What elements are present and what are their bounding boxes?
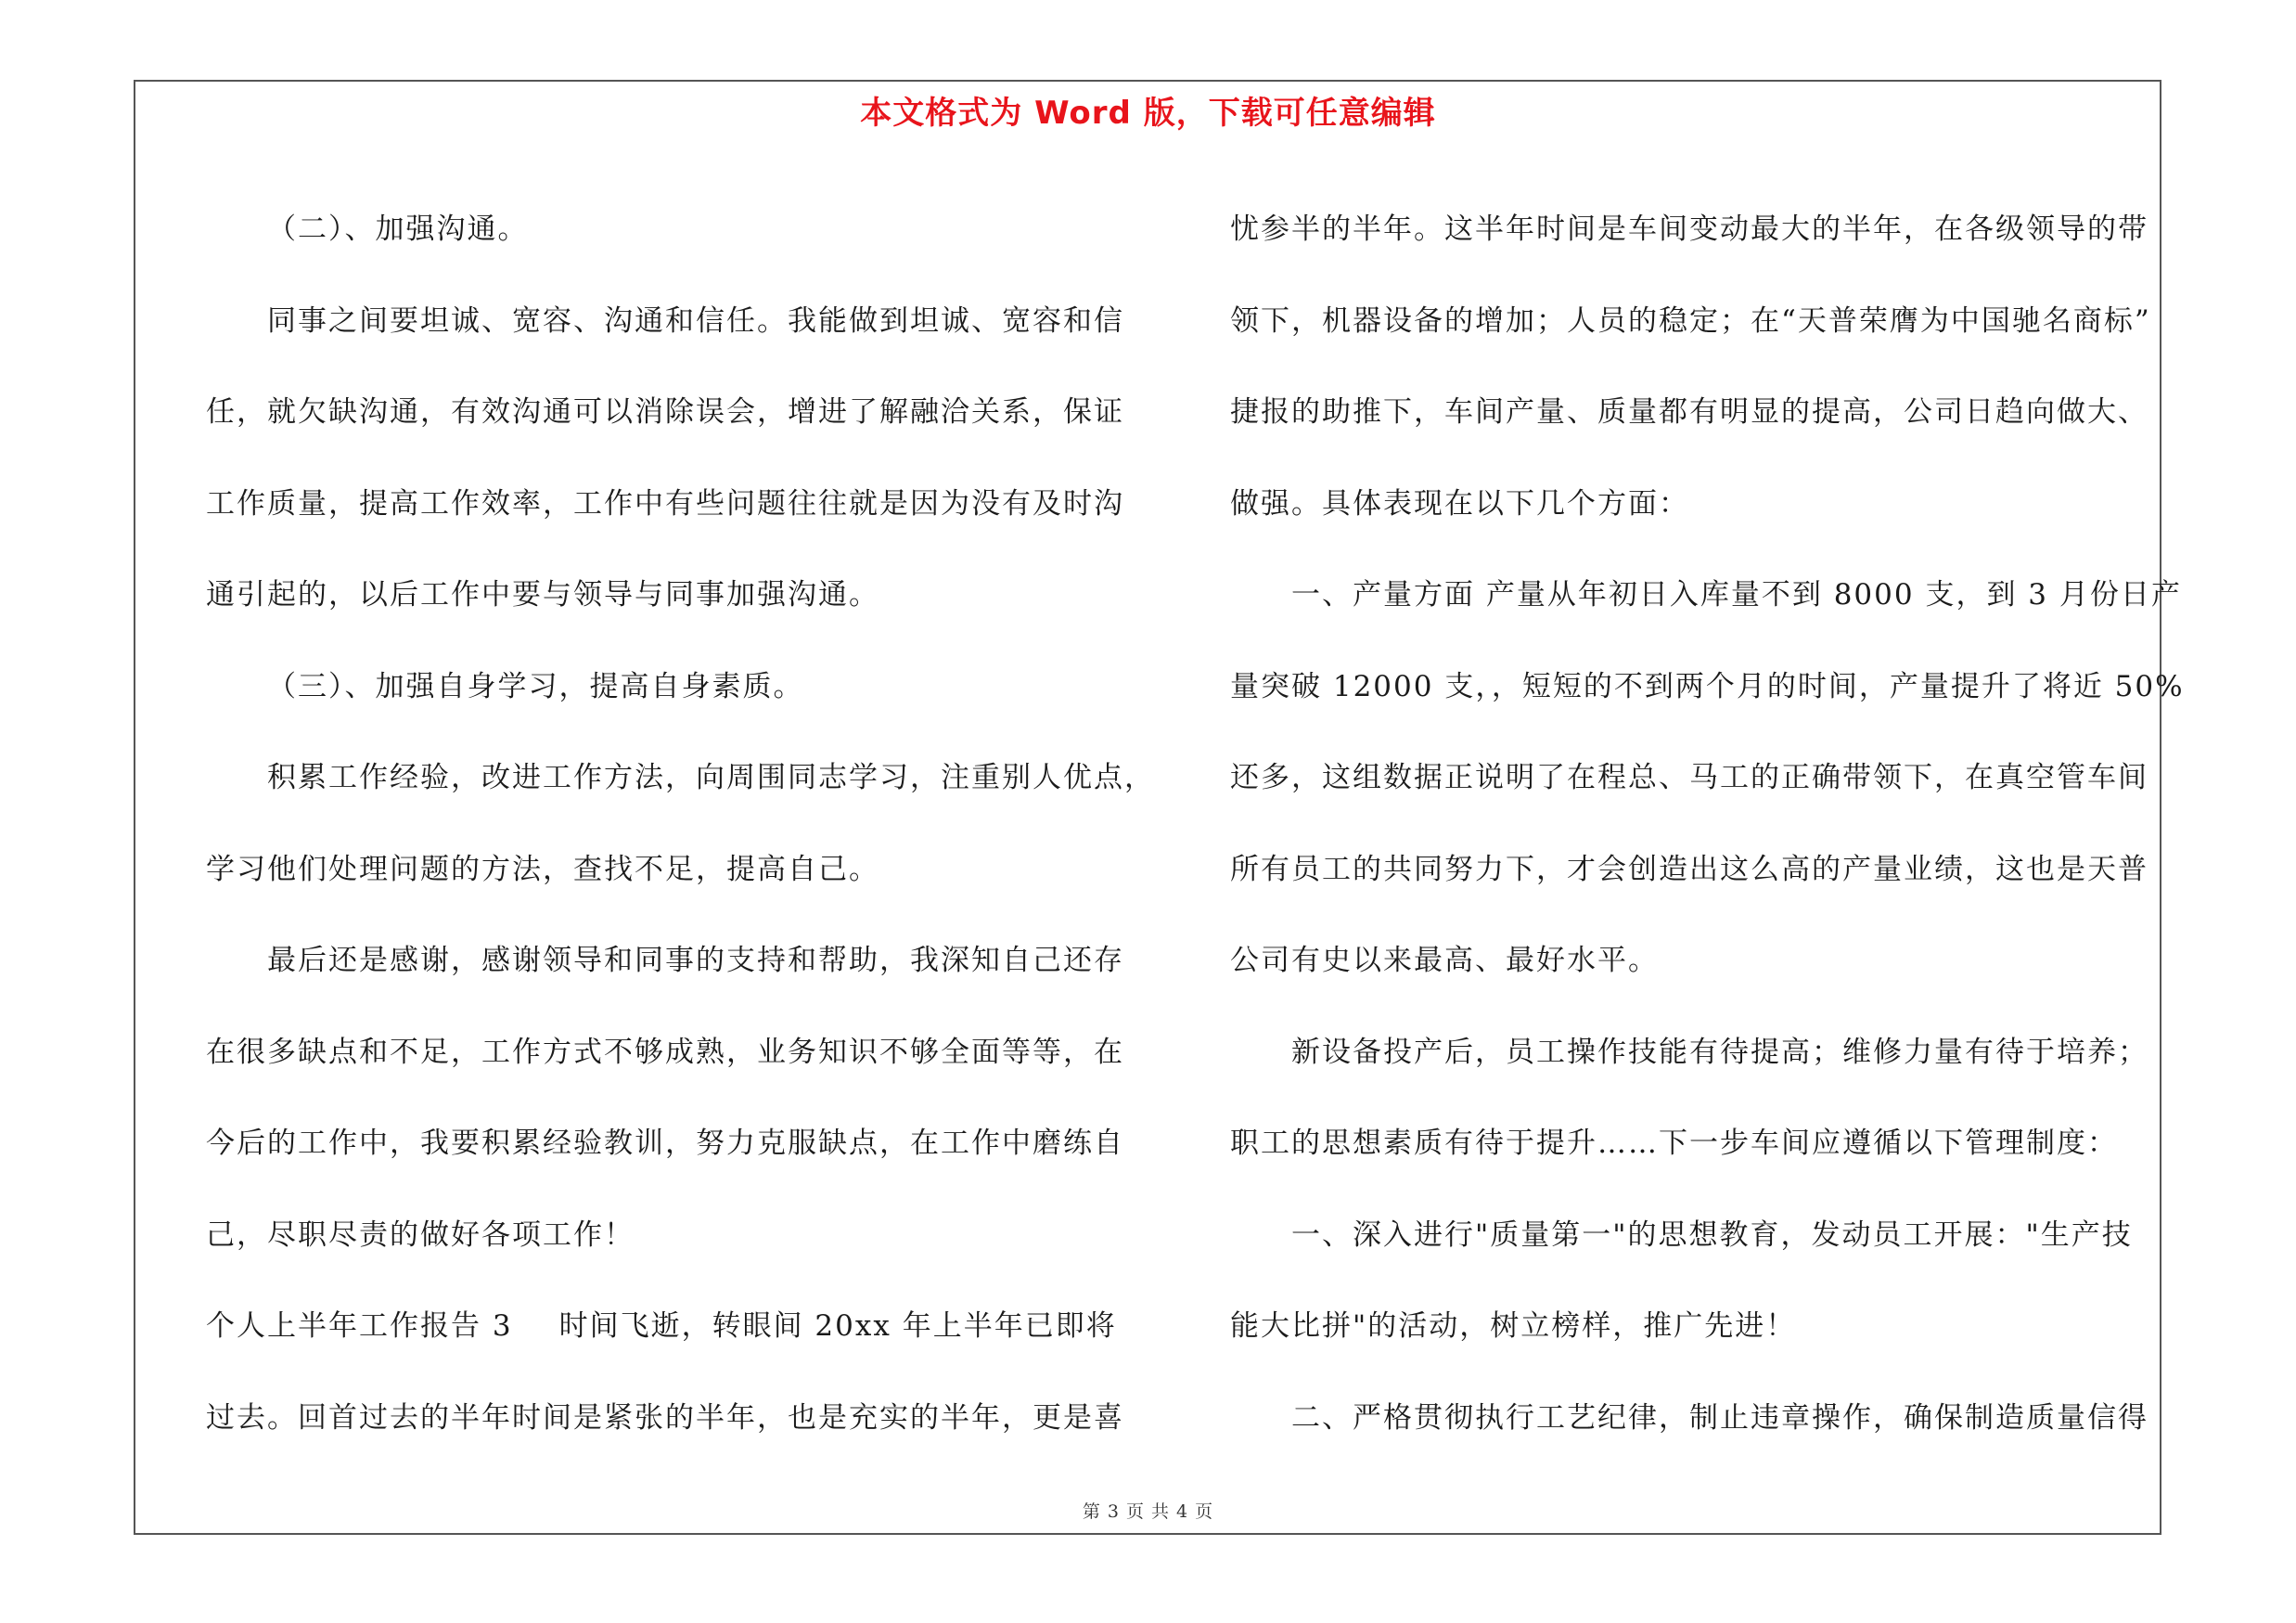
text-line: 任，就欠缺沟通，有效沟通可以消除误会，增进了解融洽关系，保证 <box>206 395 1124 429</box>
text-line: 做强。具体表现在以下几个方面： <box>1230 486 1689 521</box>
text-line: 新设备投产后，员工操作技能有待提高；维修力量有待于培养； <box>1291 1035 2148 1069</box>
text-line: 同事之间要坦诚、宽容、沟通和信任。我能做到坦诚、宽容和信 <box>267 303 1124 338</box>
text-line: 能大比拼"的活动，树立榜样，推广先进！ <box>1230 1309 1797 1343</box>
text-line: 忧参半的半年。这半年时间是车间变动最大的半年，在各级领导的带 <box>1230 213 2148 246</box>
text-line: 二、严格贯彻执行工艺纪律，制止违章操作，确保制造质量信得 <box>1291 1400 2148 1435</box>
left-column <box>206 184 1155 1463</box>
text-line: 职工的思想素质有待于提升……下一步车间应遵循以下管理制度： <box>1230 1127 2118 1160</box>
text-line: 过去。回首过去的半年时间是紧张的半年，也是充实的半年，更是喜 <box>206 1400 1124 1435</box>
text-line: 公司有史以来最高、最好水平。 <box>1230 944 1659 977</box>
text-line: （三）、加强自身学习，提高自身素质。 <box>267 669 804 703</box>
right-column <box>1230 184 2195 1463</box>
text-line: 通引起的，以后工作中要与领导与同事加强沟通。 <box>206 578 879 612</box>
format-banner: 本文格式为 Word 版，下载可任意编辑 <box>860 95 1436 132</box>
text-line: 今后的工作中，我要积累经验教训，努力克服缺点，在工作中磨练自 <box>206 1127 1124 1160</box>
section-heading-title: 个人上半年工作报告 3 <box>206 1309 513 1343</box>
text-line: 领下，机器设备的增加；人员的稳定；在“天普荣膺为中国驰名商标” <box>1230 303 2151 338</box>
text-line: 工作质量，提高工作效率，工作中有些问题往往就是因为没有及时沟 <box>206 486 1124 521</box>
section-heading-first-line: 时间飞逝，转眼间 20xx 年上半年已即将 <box>558 1309 1117 1343</box>
section-heading-line <box>206 1281 1134 1372</box>
text-line: 积累工作经验，改进工作方法，向周围同志学习，注重别人优点， <box>267 761 1155 794</box>
text-line: 最后还是感谢，感谢领导和同事的支持和帮助，我深知自己还存 <box>267 944 1124 977</box>
text-line: 一、深入进行"质量第一"的思想教育，发动员工开展："生产技 <box>1291 1217 2133 1252</box>
page-number-footer: 第 3 页 共 4 页 <box>1082 1501 1214 1522</box>
text-line: 学习他们处理问题的方法，查找不足，提高自己。 <box>206 852 879 886</box>
text-line: （二）、加强沟通。 <box>267 213 529 246</box>
text-line: 量突破 12000 支，，短短的不到两个月的时间，产量提升了将近 50% <box>1230 669 2185 703</box>
text-line: 在很多缺点和不足，工作方式不够成熟，业务知识不够全面等等，在 <box>206 1035 1124 1069</box>
text-line: 己，尽职尽责的做好各项工作！ <box>206 1217 635 1252</box>
text-line: 一、产量方面 产量从年初日入库量不到 8000 支，到 3 月份日产 <box>1291 578 2182 612</box>
text-line: 还多，这组数据正说明了在程总、马工的正确带领下，在真空管车间 <box>1230 761 2148 794</box>
text-line: 所有员工的共同努力下，才会创造出这么高的产量业绩，这也是天普 <box>1230 852 2148 886</box>
text-line: 捷报的助推下，车间产量、质量都有明显的提高，公司日趋向做大、 <box>1230 395 2148 429</box>
